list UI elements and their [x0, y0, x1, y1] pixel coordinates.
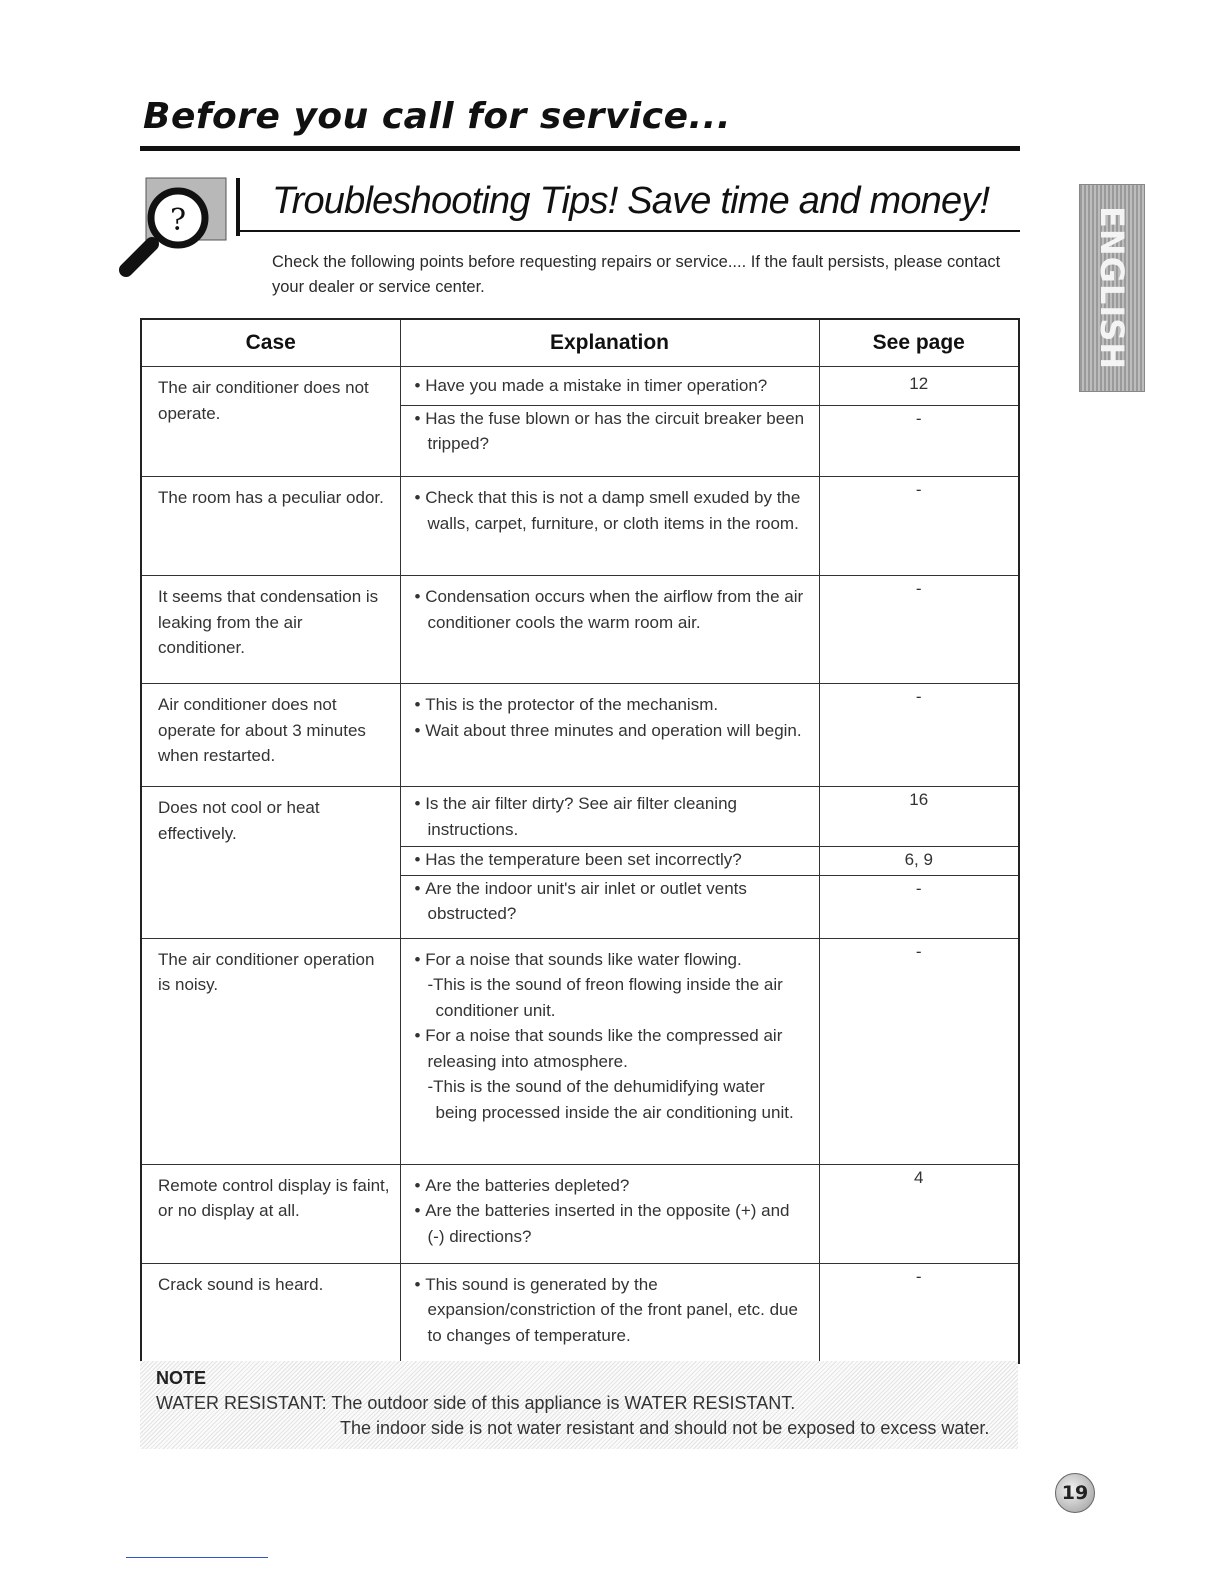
- see-page-cell: 16: [819, 787, 1019, 847]
- explanation-subitem: -This is the sound of the dehumidifying water being processed inside the air conditioning unit.: [427, 1077, 794, 1122]
- explanation-item: • Are the batteries depleted?: [415, 1173, 811, 1199]
- case-cell: The room has a peculiar odor.: [141, 477, 400, 576]
- tips-title: Troubleshooting Tips! Save time and money!: [272, 180, 990, 222]
- see-page-cell: -: [819, 938, 1019, 1164]
- magnifier-question-icon: [118, 174, 240, 278]
- table-row: [141, 1263, 1019, 1363]
- explanation-item: • Has the fuse blown or has the circuit breaker been tripped?: [415, 406, 811, 457]
- explanation-cell: [400, 875, 819, 938]
- explanation-item: • Condensation occurs when the airflow from the air conditioner cools the warm room air.: [415, 584, 811, 635]
- explanation-item: • Check that this is not a damp smell exuded by the walls, carpet, furniture, or cloth items in the room.: [415, 485, 811, 536]
- explanation-cell: [400, 787, 819, 847]
- table-row: [141, 367, 1019, 406]
- case-cell: It seems that condensation is leaking from the air conditioner.: [141, 576, 400, 684]
- language-tab-label: ENGLISH: [1093, 205, 1131, 371]
- see-page-cell: -: [819, 405, 1019, 476]
- explanation-cell: [400, 1164, 819, 1263]
- see-page-cell: -: [819, 684, 1019, 787]
- case-cell: Remote control display is faint, or no display at all.: [141, 1164, 400, 1263]
- troubleshooting-table: [140, 318, 1020, 1364]
- note-label: NOTE: [156, 1368, 207, 1388]
- note-line-1: WATER RESISTANT: The outdoor side of this appliance is WATER RESISTANT.: [156, 1393, 796, 1413]
- explanation-cell: [400, 576, 819, 684]
- note-box: [140, 1361, 1018, 1449]
- explanation-cell: [400, 367, 819, 406]
- page-number-badge: 19: [1055, 1473, 1095, 1513]
- see-page-cell: -: [819, 875, 1019, 938]
- explanation-cell: [400, 1263, 819, 1363]
- language-tab: [1079, 184, 1145, 392]
- explanation-item: • Has the temperature been set incorrectly?: [415, 847, 811, 873]
- see-page-cell: -: [819, 1263, 1019, 1363]
- see-page-cell: 12: [819, 367, 1019, 406]
- case-cell: The air conditioner operation is noisy.: [141, 938, 400, 1164]
- footer-link-line: [126, 1557, 268, 1558]
- explanation-item: • Are the batteries inserted in the opposite (+) and (-) directions?: [415, 1198, 811, 1249]
- see-page-cell: -: [819, 477, 1019, 576]
- page-title: Before you call for service...: [143, 96, 732, 137]
- title-underline: [140, 146, 1020, 151]
- explanation-cell: [400, 938, 819, 1164]
- tips-heading-bar: [236, 178, 240, 236]
- explanation-cell: [400, 847, 819, 876]
- see-page-cell: 6, 9: [819, 847, 1019, 876]
- explanation-item: • This sound is generated by the expansion/constriction of the front panel, etc. due to changes of temperature.: [415, 1272, 811, 1349]
- table-row: [141, 938, 1019, 1164]
- table-row: [141, 1164, 1019, 1263]
- see-page-cell: 4: [819, 1164, 1019, 1263]
- case-cell: Crack sound is heard.: [141, 1263, 400, 1363]
- header-explanation: Explanation: [400, 319, 819, 367]
- table-row: [141, 477, 1019, 576]
- table-header-row: [141, 319, 1019, 367]
- explanation-item: • This is the protector of the mechanism.: [415, 692, 811, 718]
- explanation-cell: [400, 405, 819, 476]
- note-line-2: The indoor side is not water resistant and should not be exposed to excess water.: [340, 1418, 990, 1438]
- explanation-item: • Are the indoor unit's air inlet or outlet vents obstructed?: [415, 876, 811, 927]
- explanation-item: • For a noise that sounds like water flowing.: [415, 947, 811, 973]
- explanation-cell: [400, 684, 819, 787]
- explanation-item: • Is the air filter dirty? See air filter cleaning instructions.: [415, 791, 811, 842]
- tips-underline: [238, 230, 1020, 232]
- table-row: [141, 684, 1019, 787]
- explanation-item: • For a noise that sounds like the compressed air releasing into atmosphere.: [415, 1023, 811, 1074]
- svg-text:?: ?: [169, 203, 187, 238]
- explanation-cell: [400, 477, 819, 576]
- case-cell: Air conditioner does not operate for about 3 minutes when restarted.: [141, 684, 400, 787]
- see-page-cell: -: [819, 576, 1019, 684]
- table-row: [141, 787, 1019, 847]
- tips-intro: Check the following points before requesting repairs or service.... If the fault persists, please contact your dealer or service center.: [272, 253, 1001, 296]
- header-see-page: See page: [819, 319, 1019, 367]
- explanation-subitem: -This is the sound of freon flowing inside the air conditioner unit.: [427, 975, 783, 1020]
- header-case: Case: [141, 319, 400, 367]
- case-cell: The air conditioner does not operate.: [141, 367, 400, 477]
- explanation-item: • Have you made a mistake in timer operation?: [415, 373, 811, 399]
- table-row: [141, 576, 1019, 684]
- explanation-item: • Wait about three minutes and operation will begin.: [415, 718, 811, 744]
- case-cell: Does not cool or heat effectively.: [141, 787, 400, 939]
